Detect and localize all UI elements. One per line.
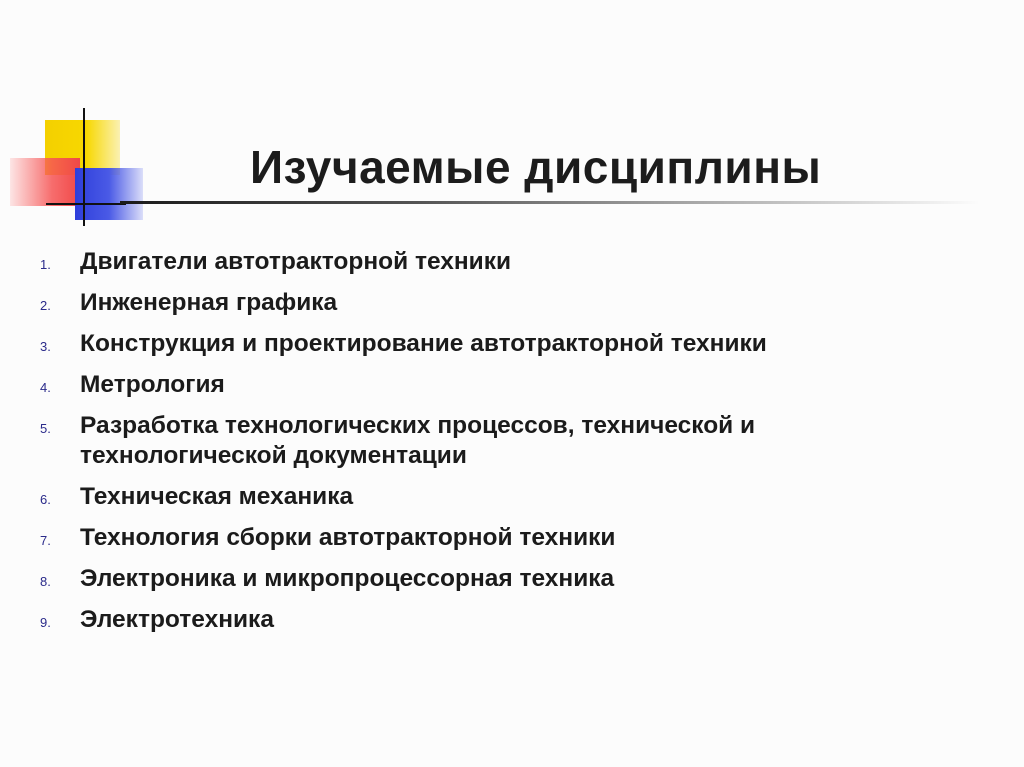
item-text: Разработка технологических процессов, технической и технологической документации [80,412,756,469]
item-text: Двигатели автотракторной техники [80,248,512,275]
list-item [40,411,970,471]
list-item [40,482,970,512]
blue-square [75,168,143,220]
item-text: Конструкция и проектирование автотракторной техники [80,330,767,357]
disciplines-list [40,247,970,646]
list-item [40,564,970,594]
decorative-squares-logo [0,0,150,240]
slide-title: Изучаемые дисциплины [250,141,822,193]
list-item [40,370,970,400]
item-text: Электроника и микропроцессорная техника [80,565,615,592]
item-number: 1. [40,257,51,272]
red-square [10,158,80,206]
item-number: 6. [40,492,51,507]
horizontal-line [46,203,126,205]
list-item [40,247,970,277]
item-number: 3. [40,339,51,354]
list-item [40,288,970,318]
item-text: Технология сборки автотракторной техники [80,524,616,551]
vertical-line [83,108,85,226]
title-underline [120,201,980,204]
item-number: 7. [40,533,51,548]
item-text: Метрология [80,371,225,398]
item-text: Электротехника [80,606,274,633]
item-text: Техническая механика [80,483,354,510]
item-number: 9. [40,615,51,630]
item-text: Инженерная графика [80,289,338,316]
list-item [40,523,970,553]
item-number: 2. [40,298,51,313]
list-item [40,329,970,359]
list-item [40,605,970,635]
item-number: 5. [40,421,51,436]
item-number: 8. [40,574,51,589]
item-number: 4. [40,380,51,395]
